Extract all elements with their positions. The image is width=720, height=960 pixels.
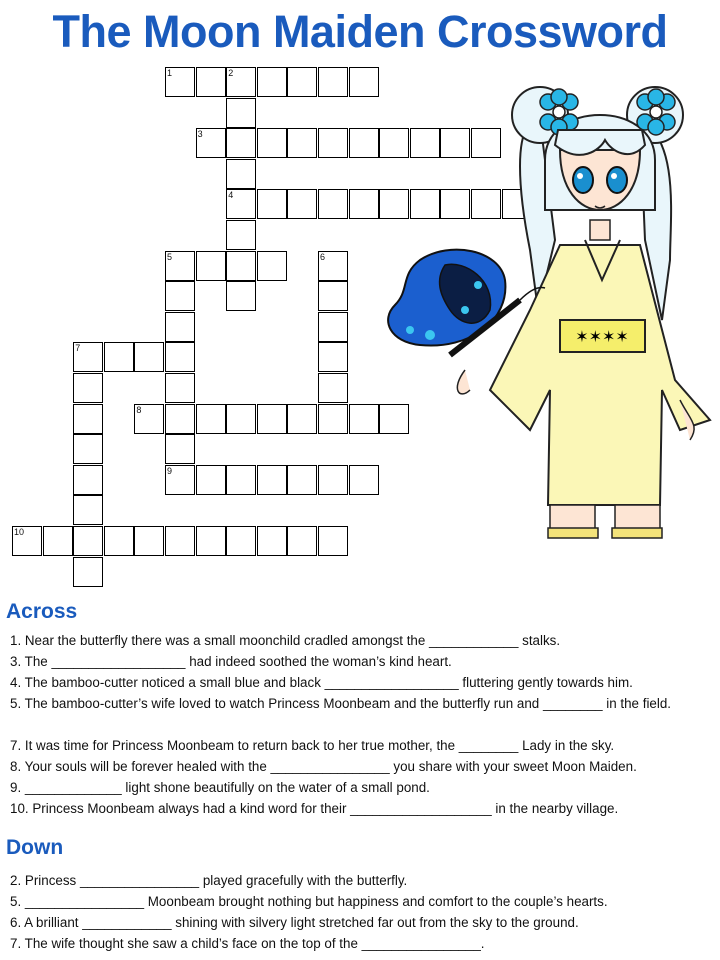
crossword-cell[interactable] <box>318 465 348 495</box>
crossword-cell[interactable] <box>226 404 256 434</box>
crossword-cell[interactable] <box>257 189 287 219</box>
crossword-cell[interactable] <box>73 434 103 464</box>
crossword-cell[interactable] <box>257 404 287 434</box>
crossword-cell[interactable] <box>226 220 256 250</box>
down-clue: 2. Princess ________________ played gracefully with the butterfly. <box>10 873 408 888</box>
crossword-cell[interactable] <box>318 373 348 403</box>
crossword-cell[interactable] <box>226 526 256 556</box>
crossword-cell[interactable] <box>287 128 317 158</box>
crossword-cell[interactable] <box>287 404 317 434</box>
crossword-cell[interactable] <box>226 159 256 189</box>
crossword-cell[interactable] <box>165 465 195 495</box>
crossword-cell[interactable] <box>318 128 348 158</box>
crossword-cell[interactable] <box>165 373 195 403</box>
crossword-cell[interactable] <box>226 465 256 495</box>
across-clue: 8. Your souls will be forever healed with the ________________ you share with your sweet Moon Maiden. <box>10 759 637 774</box>
crossword-cell[interactable] <box>134 404 164 434</box>
crossword-cell[interactable] <box>73 373 103 403</box>
crossword-cell[interactable] <box>318 189 348 219</box>
crossword-cell[interactable] <box>287 465 317 495</box>
clue-number: 9 <box>167 465 173 476</box>
crossword-cell[interactable] <box>134 526 164 556</box>
page-title: The Moon Maiden Crossword <box>52 6 668 57</box>
clue-number: 7 <box>75 343 81 354</box>
crossword-cell[interactable] <box>73 342 103 372</box>
crossword-cell[interactable] <box>73 404 103 434</box>
crossword-cell[interactable] <box>257 251 287 281</box>
across-heading: Across <box>6 600 78 623</box>
crossword-cell[interactable] <box>12 526 42 556</box>
crossword-cell[interactable] <box>196 465 226 495</box>
crossword-cell[interactable] <box>226 281 256 311</box>
across-clue: 7. It was time for Princess Moonbeam to return back to her true mother, the ________ Lady in the sky. <box>10 738 615 753</box>
crossword-cell[interactable] <box>196 404 226 434</box>
crossword-cell[interactable] <box>226 67 256 97</box>
down-clue: 5. ________________ Moonbeam brought nothing but happiness and comfort to the couple’s hearts. <box>10 894 608 909</box>
crossword-cell[interactable] <box>165 434 195 464</box>
crossword-cell[interactable] <box>43 526 73 556</box>
crossword-cell[interactable] <box>257 128 287 158</box>
crossword-cell[interactable] <box>226 98 256 128</box>
crossword-cell[interactable] <box>318 526 348 556</box>
crossword-cell[interactable] <box>165 404 195 434</box>
crossword-cell[interactable] <box>226 128 256 158</box>
across-clue: 5. The bamboo-cutter’s wife loved to watch Princess Moonbeam and the butterfly run and ________ in the field. <box>10 696 672 711</box>
clue-number: 4 <box>228 190 234 201</box>
crossword-cell[interactable] <box>318 404 348 434</box>
across-clue: 3. The __________________ had indeed soothed the woman’s kind heart. <box>10 654 452 669</box>
crossword-cell[interactable] <box>318 67 348 97</box>
crossword-cell[interactable] <box>165 312 195 342</box>
clue-number: 6 <box>320 251 326 262</box>
moon-maiden-illustration <box>380 80 720 550</box>
crossword-cell[interactable] <box>349 128 379 158</box>
down-clue: 7. The wife thought she saw a child’s face on the top of the ________________. <box>10 936 485 951</box>
crossword-cell[interactable] <box>134 342 164 372</box>
crossword-cell[interactable] <box>349 465 379 495</box>
crossword-cell[interactable] <box>349 67 379 97</box>
crossword-cell[interactable] <box>226 189 256 219</box>
crossword-cell[interactable] <box>349 189 379 219</box>
crossword-cell[interactable] <box>196 128 226 158</box>
across-clue: 10. Princess Moonbeam always had a kind word for their ___________________ in the nearby village. <box>10 801 619 816</box>
crossword-cell[interactable] <box>257 465 287 495</box>
clue-number: 10 <box>14 527 25 537</box>
clue-number: 5 <box>167 251 173 262</box>
svg-text:✶✶✶✶: ✶✶✶✶ <box>575 327 629 346</box>
crossword-cell[interactable] <box>73 495 103 525</box>
crossword-cell[interactable] <box>318 251 348 281</box>
crossword-cell[interactable] <box>226 251 256 281</box>
crossword-cell[interactable] <box>318 312 348 342</box>
crossword-cell[interactable] <box>287 67 317 97</box>
crossword-cell[interactable] <box>257 67 287 97</box>
crossword-cell[interactable] <box>287 189 317 219</box>
crossword-cell[interactable] <box>165 342 195 372</box>
crossword-cell[interactable] <box>196 251 226 281</box>
across-clue: 4. The bamboo-cutter noticed a small blue and black __________________ fluttering gently towards him. <box>10 675 633 690</box>
clue-number: 3 <box>197 129 203 140</box>
across-clue: 1. Near the butterfly there was a small moonchild cradled amongst the ____________ stalks. <box>10 633 561 648</box>
crossword-cell[interactable] <box>165 251 195 281</box>
crossword-cell[interactable] <box>196 67 226 97</box>
clue-number: 1 <box>167 68 173 78</box>
crossword-cell[interactable] <box>318 342 348 372</box>
crossword-cell[interactable] <box>287 526 317 556</box>
crossword-cell[interactable] <box>104 526 134 556</box>
down-heading: Down <box>6 836 64 859</box>
clue-number: 8 <box>136 404 142 415</box>
crossword-cell[interactable] <box>73 557 103 587</box>
crossword-cell[interactable] <box>165 67 195 97</box>
down-clue: 6. A brilliant ____________ shining with silvery light stretched far out from the sky to the ground. <box>10 915 579 930</box>
crossword-cell[interactable] <box>196 526 226 556</box>
crossword-cell[interactable] <box>318 281 348 311</box>
crossword-cell[interactable] <box>349 404 379 434</box>
across-clue: 9. _____________ light shone beautifully on the water of a small pond. <box>10 780 430 795</box>
crossword-cell[interactable] <box>73 465 103 495</box>
crossword-cell[interactable] <box>165 526 195 556</box>
clue-number: 2 <box>228 68 234 78</box>
crossword-cell[interactable] <box>73 526 103 556</box>
crossword-cell[interactable] <box>257 526 287 556</box>
crossword-cell[interactable] <box>104 342 134 372</box>
crossword-cell[interactable] <box>165 281 195 311</box>
